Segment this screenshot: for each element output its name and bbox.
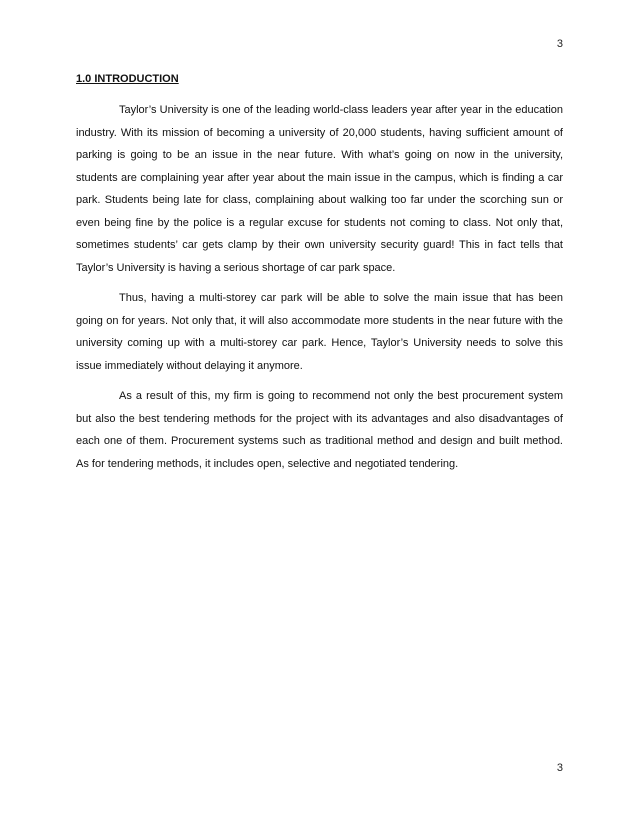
page-number-bottom: 3 <box>556 762 563 774</box>
paragraph-1: Taylor’s University is one of the leading world-class leaders year after year in the education industry. With its mission of becoming a university of 20,000 students, having sufficient amount of parking is going to be an issue in the near future. With what’s going on now in the university, students are complaining year after year about the main issue in the campus, which is finding a car park. Students being late for class, complaining about walking too far under the scorching sun or even being fine by the police is a regular excuse for students not coming to class. Not only that, sometimes students’ car gets clamp by their own university security guard! This in fact tells that Taylor’s University is having a serious shortage of car park space. <box>76 104 563 274</box>
document-body <box>76 72 563 483</box>
paragraph-3: As a result of this, my firm is going to recommend not only the best procurement system but also the best tendering methods for the project with its advantages and also disadvantages of each one of them. Procurement systems such as traditional method and design and built method. As for tendering methods, it includes open, selective and negotiated tendering. <box>76 390 563 470</box>
paragraph-2: Thus, having a multi-storey car park will be able to solve the main issue that has been going on for years. Not only that, it will also accommodate more students in the near future with the university coming up with a multi-storey car park. Hence, Taylor’s University needs to solve this issue immediately without delaying it anymore. <box>76 292 563 372</box>
page-number-top: 3 <box>556 38 563 50</box>
section-heading: 1.0 INTRODUCTION <box>76 73 179 85</box>
